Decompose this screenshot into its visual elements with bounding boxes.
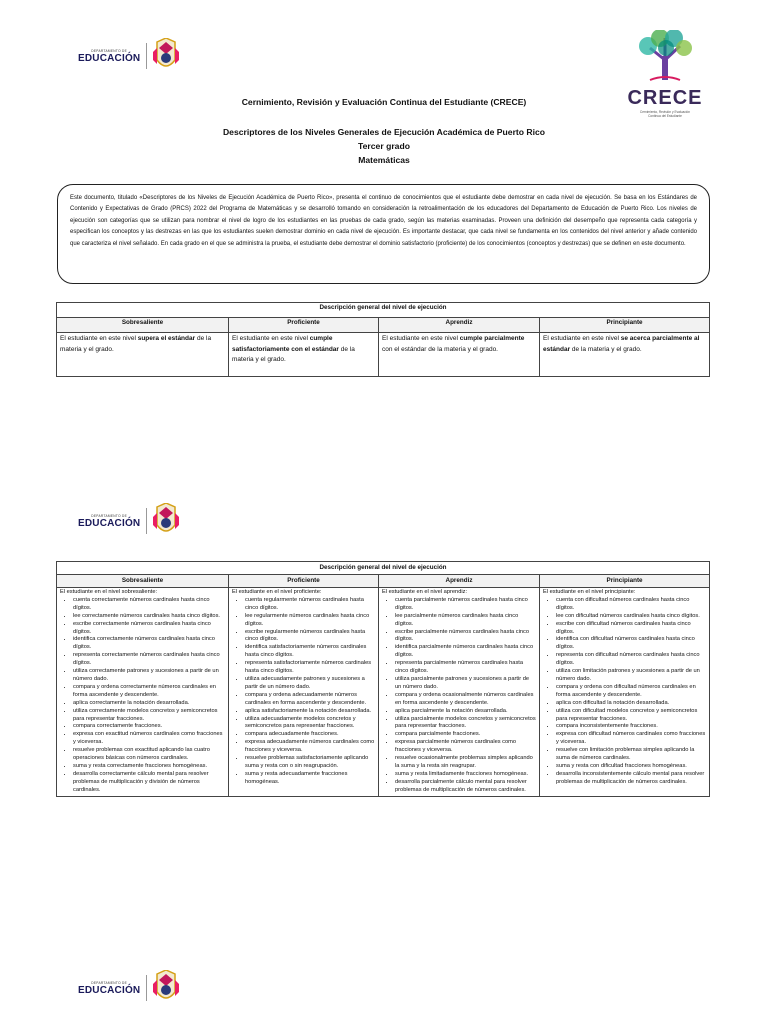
list-item: • expresa parcialmente números cardinales como fracciones y viceversa. [395, 739, 536, 755]
detail-header-0: Sobresaliente [57, 575, 229, 588]
detail-cell-aprendiz [379, 588, 540, 797]
list-item: • aplica parcialmente la notación desarrollada. [395, 708, 536, 716]
list-item: • compara y ordena con dificultad números cardinales en forma ascendente y descendente. [556, 684, 706, 700]
list-item: • resuelve con limitación problemas simples aplicando la suma de números cardinales. [556, 747, 706, 763]
list-item: • suma y resta con dificultad fracciones homogéneas. [556, 763, 706, 771]
list-item: • lee correctamente números cardinales hasta cinco dígitos. [73, 613, 225, 621]
detail-cell-sobresaliente [57, 588, 229, 797]
crece-sub2: Continua del Estudiante [648, 114, 682, 118]
list-item: • aplica satisfactoriamente la notación desarrollada. [245, 708, 375, 716]
logo-edu-text: EDUCACIÓN [78, 517, 141, 529]
list-item: • resuelve ocasionalmente problemas simples aplicando la suma y la resta sin reagrupar. [395, 755, 536, 771]
detail-header-2: Aprendiz [379, 575, 540, 588]
logo-dept-text: DEPARTAMENTO DE [91, 513, 128, 518]
list-item: • identifica con dificultad números cardinales hasta cinco dígitos. [556, 636, 706, 652]
list-item: • identifica correctamente números cardinales hasta cinco dígitos. [73, 636, 225, 652]
header-line2: Descriptores de los Niveles Generales de Ejecución Académica de Puerto Rico [222, 127, 546, 137]
list-item: • expresa adecuadamente números cardinales como fracciones y viceversa. [245, 739, 375, 755]
list-item: • resuelve problemas satisfactoriamente aplicando suma y resta con o sin reagrupación. [245, 755, 375, 771]
detail-lead: El estudiante en el nivel proficiente: [232, 589, 322, 595]
list-item: • utiliza parcialmente patrones y sucesiones a partir de un número dado. [395, 676, 536, 692]
list-item: • escribe correctamente números cardinales hasta cinco dígitos. [73, 621, 225, 637]
seal-icon [153, 38, 179, 74]
list-item: • cuenta con dificultad números cardinales hasta cinco dígitos. [556, 597, 706, 613]
logo-dept-text: DEPARTAMENTO DE [91, 48, 128, 53]
tree-icon [630, 30, 700, 84]
list-item: • utiliza correctamente patrones y sucesiones a partir de un número dado. [73, 668, 225, 684]
crece-sub1: Cernimiento, Revisión y Evaluación [639, 110, 691, 114]
header-line3: Tercer grado [358, 141, 410, 151]
list-item: • aplica correctamente la notación desarrollada. [73, 700, 225, 708]
list-item: • expresa con exactitud números cardinales como fracciones y viceversa. [73, 731, 225, 747]
detail-header-1: Proficiente [229, 575, 379, 588]
detail-table-title: Descripción general del nivel de ejecución [57, 562, 710, 575]
list-item: • cuenta correctamente números cardinales hasta cinco dígitos. [73, 597, 225, 613]
list-item: • utiliza con dificultad modelos concretos y semiconcretos para representar fracciones. [556, 708, 706, 724]
header-line4: Matemáticas [358, 155, 410, 165]
list-item: • desarrolla inconsistentemente cálculo mental para resolver problemas de multiplicación de números cardinales. [556, 771, 706, 787]
list-item: • representa parcialmente números cardinales hasta cinco dígitos. [395, 660, 536, 676]
list-item: • cuenta parcialmente números cardinales hasta cinco dígitos. [395, 597, 536, 613]
list-item: • aplica con dificultad la notación desarrollada. [556, 700, 706, 708]
list-item: • compara y ordena adecuadamente números cardinales en forma ascendente y descendente. [245, 692, 375, 708]
list-item: • representa satisfactoriamente números cardinales hasta cinco dígitos. [245, 660, 375, 676]
summary-cell: El estudiante en este nivel supera el estándar de la materia y el grado. [57, 333, 229, 377]
list-item: • suma y resta limitadamente fracciones homogéneas. [395, 771, 536, 779]
education-logo-mid [78, 503, 179, 539]
summary-header-1: Proficiente [229, 318, 379, 333]
detail-list [60, 597, 225, 795]
list-item: • lee parcialmente números cardinales hasta cinco dígitos. [395, 613, 536, 629]
summary-cell: El estudiante en este nivel se acerca parcialmente al estándar de la materia y el grado. [540, 333, 710, 377]
list-item: • utiliza adecuadamente patrones y sucesiones a partir de un número dado. [245, 676, 375, 692]
crece-name: CRECE [627, 87, 703, 109]
list-item: • identifica parcialmente números cardinales hasta cinco dígitos. [395, 644, 536, 660]
detail-header-3: Principiante [540, 575, 710, 588]
list-item: • desarrolla parcialmente cálculo mental para resolver problemas de multiplicación de números cardinales. [395, 779, 536, 795]
list-item: • lee regularmente números cardinales hasta cinco dígitos. [245, 613, 375, 629]
education-logo-bottom [78, 970, 179, 1006]
list-item: • utiliza con limitación patrones y sucesiones a partir de un número dado. [556, 668, 706, 684]
detail-cell-principiante [540, 588, 710, 797]
list-item: • utiliza parcialmente modelos concretos y semiconcretos para representar fracciones. [395, 716, 536, 732]
detail-lead: El estudiante en el nivel sobresaliente: [60, 589, 158, 595]
header-line1: Cernimiento, Revisión y Evaluación Continua del Estudiante (CRECE) [241, 97, 527, 107]
list-item: • compara inconsistentemente fracciones. [556, 723, 706, 731]
detail-list [543, 597, 706, 787]
education-logo-top [78, 38, 179, 74]
summary-cell: El estudiante en este nivel cumple parcialmente con el estándar de la materia y el grado. [379, 333, 540, 377]
list-item: • suma y resta correctamente fracciones homogéneas. [73, 763, 225, 771]
logo-separator [146, 508, 147, 534]
list-item: • compara parcialmente fracciones. [395, 731, 536, 739]
summary-header-2: Aprendiz [379, 318, 540, 333]
list-item: • escribe regularmente números cardinales hasta cinco dígitos. [245, 629, 375, 645]
list-item: • compara adecuadamente fracciones. [245, 731, 375, 739]
list-item: • expresa con dificultad números cardinales como fracciones y viceversa. [556, 731, 706, 747]
summary-table-title: Descripción general del nivel de ejecución [57, 303, 710, 318]
logo-separator [146, 43, 147, 69]
list-item: • utiliza adecuadamente modelos concretos y semiconcretos para representar fracciones. [245, 716, 375, 732]
detail-table [56, 561, 710, 797]
detail-list [382, 597, 536, 795]
list-item: • suma y resta adecuadamente fracciones homogéneas. [245, 771, 375, 787]
list-item: • resuelve problemas con exactitud aplicando las cuatro operaciones básicas con números cardinales. [73, 747, 225, 763]
logo-edu-text: EDUCACIÓN [78, 984, 141, 996]
list-item: • compara correctamente fracciones. [73, 723, 225, 731]
detail-lead: El estudiante en el nivel aprendiz: [382, 589, 468, 595]
seal-icon [153, 970, 179, 1006]
intro-box: Este documento, titulado «Descriptores de los Niveles de Ejecución Académica de Puerto Rico», presenta el continuo de conocimientos que el estudiante debe demostrar en cada nivel de ejecución. Se basa en los Estándares de Contenido y Expectativas de Grado (PRCS) 2022 del Programa de Matemáticas y se desarrolló tomando en consideración la retroalimentación de los educadores del Departamento de Educación de Puerto Rico. Los niveles de ejecución son categorías que se utilizan para nombrar el nivel de logro de los estudiantes en las pruebas de cada grado, según las materias examinadas. Proveen una definición del desempeño que representa cada categoría y especifican los conceptos y las destrezas en las que los estudiantes suelen demostrar dominio en cada nivel de ejecución. Es importante destacar, que cada nivel se fundamenta en los contenidos del nivel anterior y añade contenido que caracteriza el nivel señalado. En cada grado en el que se administra la prueba, el estudiante debe demostrar el dominio satisfactorio (proficiente) de los conocimientos (conceptos y destrezas) que se definen en este documento. [57, 184, 710, 284]
list-item: • escribe con dificultad números cardinales hasta cinco dígitos. [556, 621, 706, 637]
summary-cell: El estudiante en este nivel cumple satisfactoriamente con el estándar de la materia y el grado. [229, 333, 379, 377]
list-item: • representa con dificultad números cardinales hasta cinco dígitos. [556, 652, 706, 668]
logo-edu-text: EDUCACIÓN [78, 52, 141, 64]
detail-list [232, 597, 375, 787]
logo-dept-text: DEPARTAMENTO DE [91, 980, 128, 985]
list-item: • utiliza correctamente modelos concretos y semiconcretos para representar fracciones. [73, 708, 225, 724]
list-item: • lee con dificultad números cardinales hasta cinco dígitos. [556, 613, 706, 621]
list-item: • escribe parcialmente números cardinales hasta cinco dígitos. [395, 629, 536, 645]
detail-cell-proficiente [229, 588, 379, 797]
seal-icon [153, 503, 179, 539]
list-item: • cuenta regularmente números cardinales hasta cinco dígitos. [245, 597, 375, 613]
list-item: • desarrolla correctamente cálculo mental para resolver problemas de multiplicación y división de números cardinales. [73, 771, 225, 795]
list-item: • compara y ordena ocasionalmente números cardinales en forma ascendente y descendente. [395, 692, 536, 708]
summary-header-3: Principiante [540, 318, 710, 333]
list-item: • identifica satisfactoriamente números cardinales hasta cinco dígitos. [245, 644, 375, 660]
detail-lead: El estudiante en el nivel principiante: [543, 589, 636, 595]
list-item: • representa correctamente números cardinales hasta cinco dígitos. [73, 652, 225, 668]
summary-header-0: Sobresaliente [57, 318, 229, 333]
list-item: • compara y ordena correctamente números cardinales en forma ascendente y descendente. [73, 684, 225, 700]
summary-table [56, 302, 710, 377]
logo-separator [146, 975, 147, 1001]
